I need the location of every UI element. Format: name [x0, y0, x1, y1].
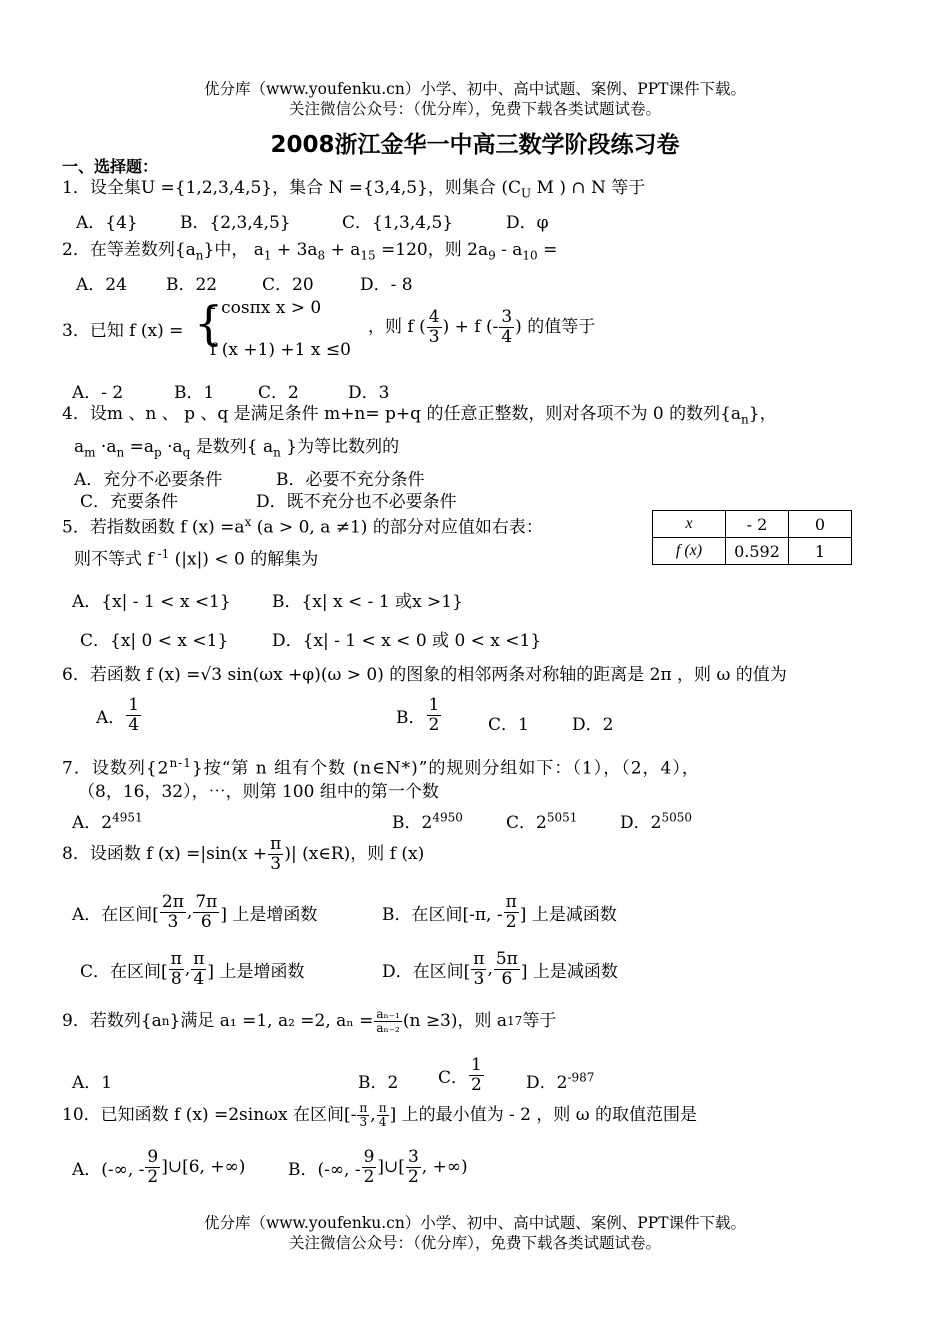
fraction: $\frac{1}{2}$ [471, 1055, 482, 1095]
table-row [653, 511, 852, 538]
fraction: $\frac{\pi}{4}$ [378, 1101, 387, 1130]
q7-option-c: C．$2^{5051}$ [506, 810, 578, 833]
header-line-2: 关注微信公众号：（优分库），免费下载各类试题试卷。 [288, 100, 661, 118]
fraction: $\frac{5\pi}{6}$ [495, 949, 518, 989]
q7-line-2: （8，16，32），⋯，则第 100 组中的第一个数 [78, 782, 439, 802]
q4-option-d: D．既不充分也不必要条件 [256, 492, 457, 512]
q7-option-b: B．$2^{4950}$ [392, 810, 463, 833]
table-row [653, 538, 852, 565]
q3-option-d: D．3 [348, 383, 390, 403]
q7-option-a: A．$2^{4951}$ [72, 810, 143, 833]
fraction: $\frac{\text{aₙ₋₁}}{\text{aₙ₋₂}}$ [376, 1007, 400, 1036]
q3-case-2: f (x +1) +1 x ≤0 [210, 340, 351, 360]
q3-case-1: - cosπx x > 0 [210, 298, 322, 318]
footer [0, 1213, 950, 1253]
q8-option-c: C．在区间[ $\frac{\pi}{8}$ , $\frac{\pi}{4}$ ] 上是增函数 [80, 949, 305, 989]
table-cell: - 2 [726, 511, 789, 538]
fraction: $\frac{\pi}{3}$ [473, 949, 485, 989]
fraction: $\frac{7\pi}{6}$ [195, 892, 218, 932]
q1-option-c: C．{1,3,4,5} [342, 213, 454, 233]
piecewise-brace: { [194, 296, 224, 350]
q6-stem: 6．若函数 f (x) =√3 sin(ωx +φ)(ω > 0) 的图象的相邻两条对称轴的距离是 2π ，则 ω 的值为 [62, 665, 787, 685]
fraction: $\frac{\pi}{3}$ [270, 834, 282, 874]
q5-line-2: 则不等式 f $^{-1}$ (|x|) < 0 的解集为 [74, 547, 319, 570]
q9-option-d: D．$2^{-987}$ [526, 1070, 595, 1093]
q2-option-c: C．20 [262, 275, 314, 295]
q6-option-b: B． $\frac{1}{2}$ [396, 695, 440, 735]
q1-option-a: A．{4} [76, 213, 138, 233]
q5-option-d: D．{x| - 1 < x < 0 或 0 < x <1} [272, 631, 542, 651]
q10-option-a: A．(-∞, - $\frac{9}{2}$ ]∪[6, +∞) [72, 1147, 246, 1187]
q4-option-b: B．必要不充分条件 [276, 470, 425, 490]
q5-option-c: C．{x| 0 < x <1} [80, 631, 229, 651]
q2-option-b: B．22 [166, 275, 218, 295]
q10-stem: 10．已知函数 f (x) =2sinωx 在区间[- $\frac{\pi}{3}$ , $\frac{\pi}{4}$ ] 上的最小值为 - 2 ，则 ω 的取值范围是 [62, 1101, 698, 1130]
fraction: $\frac{3}{2}$ [407, 1147, 419, 1187]
fraction: $\frac{\pi}{3}$ [359, 1101, 368, 1130]
footer-line-1: 优分库（www.youfenku.cn）小学、初中、高中试题、案例、PPT课件下载。 [203, 1214, 747, 1232]
fraction: $\frac{9}{2}$ [147, 1147, 159, 1187]
fraction: $\frac{\pi}{8}$ [170, 949, 182, 989]
q1-stem: 1．设全集U ={1,2,3,4,5}，集合 N ={3,4,5}，则集合 ($C_U$ M ) ∩ N 等于 [62, 178, 646, 201]
q9-option-c: C． $\frac{1}{2}$ [438, 1055, 482, 1095]
q3-option-a: A．- 2 [72, 383, 124, 403]
q6-option-d: D．2 [572, 715, 614, 735]
q5-option-a: A．{x| - 1 < x <1} [72, 592, 231, 612]
q4-line-1: 4．设m 、n 、 p 、q 是满足条件 m+n= p+q 的任意正整数，则对各项不为 0 的数列$\{a_n\}$， [62, 404, 777, 427]
q1-option-d: D．φ [506, 213, 549, 233]
q4-option-a: A．充分不必要条件 [74, 470, 223, 490]
fraction: $\frac{\pi}{2}$ [505, 892, 517, 932]
q6-option-c: C．1 [488, 715, 529, 735]
q8-option-d: D．在区间[ $\frac{\pi}{3}$ , $\frac{5\pi}{6}$ ] 上是减函数 [382, 949, 618, 989]
fraction: $\frac{\pi}{4}$ [193, 949, 205, 989]
q3-expression: ，则 f ( $\frac{4}{3}$ ) + f (- $\frac{3}{4}$ ) 的值等于 [368, 307, 596, 347]
footer-line-2: 关注微信公众号：（优分库），免费下载各类试题试卷。 [288, 1234, 661, 1252]
table-cell: x [653, 511, 726, 538]
q2-option-d: D．- 8 [360, 275, 413, 295]
q10-option-b: B．(-∞, - $\frac{9}{2}$ ]∪[ $\frac{3}{2}$ , +∞) [288, 1147, 468, 1187]
q7-line-1: 7．设数列{2$^{n-1}$}按“第 n 组有个数 (n∈N*)”的规则分组如下：（1），（2，4）， [62, 756, 700, 779]
table-cell: 0 [789, 511, 852, 538]
fraction: $\frac{9}{2}$ [363, 1147, 375, 1187]
q1-option-b: B．{2,3,4,5} [180, 213, 291, 233]
q5-line-1: 5．若指数函数 f $(x) =a^x$ (a > 0, a ≠1) 的部分对应值如右表： [62, 515, 543, 538]
header-line-1: 优分库（www.youfenku.cn）小学、初中、高中试题、案例、PPT课件下载。 [203, 80, 747, 98]
q2-option-a: A．24 [76, 275, 127, 295]
fraction: $\frac{1}{4}$ [128, 695, 140, 735]
q6-option-a: A． $\frac{1}{4}$ [96, 695, 140, 735]
fraction: $\frac{1}{2}$ [428, 695, 440, 735]
q5-option-b: B．{x| x < - 1 或x >1} [272, 592, 463, 612]
q3-option-b: B．1 [174, 383, 215, 403]
q2-stem: 2．在等差数列$\{a_n\}$中， $a_1 + 3a_8 + a_{15} =120$，则 $2a_9 - a_{10}$ = [62, 240, 558, 263]
q9-option-b: B．2 [358, 1073, 399, 1093]
fraction: $\frac{4}{3}$ [428, 307, 440, 347]
q8-stem: 8．设函数 f (x) =|sin(x + $\frac{\pi}{3}$ )| (x∈R)，则 f (x) [62, 834, 425, 874]
q8-option-b: B．在区间[-π, - $\frac{\pi}{2}$ ] 上是减函数 [382, 892, 617, 932]
fraction: $\frac{2\pi}{3}$ [161, 892, 184, 932]
q8-option-a: A．在区间[ $\frac{2\pi}{3}$ , $\frac{7\pi}{6}$ ] 上是增函数 [72, 892, 318, 932]
q3-option-c: C．2 [258, 383, 299, 403]
table-cell: f (x) [653, 538, 726, 565]
q9-option-a: A．1 [72, 1073, 113, 1093]
q9-stem: 9．若数列{a n }满足 a₁ =1, a₂ =2, aₙ = $\frac{\text{aₙ₋₁}}{\text{aₙ₋₂}}$ (n ≥3)，则 a 17 等于 [62, 1007, 557, 1036]
q4-option-c: C．充要条件 [80, 492, 179, 512]
table-cell: 1 [789, 538, 852, 565]
page-title: 2008浙江金华一中高三数学阶段练习卷 [270, 132, 680, 158]
header [0, 79, 950, 119]
section-heading: 一、选择题： [62, 157, 159, 176]
q4-line-2: $a_m \cdot a_n =a_p \cdot a_q$ 是数列{ $a_n$ }为等比数列的 [74, 437, 400, 460]
fraction: $\frac{3}{4}$ [501, 307, 513, 347]
value-table [652, 510, 852, 565]
q3-prefix: 3．已知 f (x) = [62, 321, 184, 341]
table-cell: 0.592 [726, 538, 789, 565]
q7-option-d: D．$2^{5050}$ [620, 810, 692, 833]
